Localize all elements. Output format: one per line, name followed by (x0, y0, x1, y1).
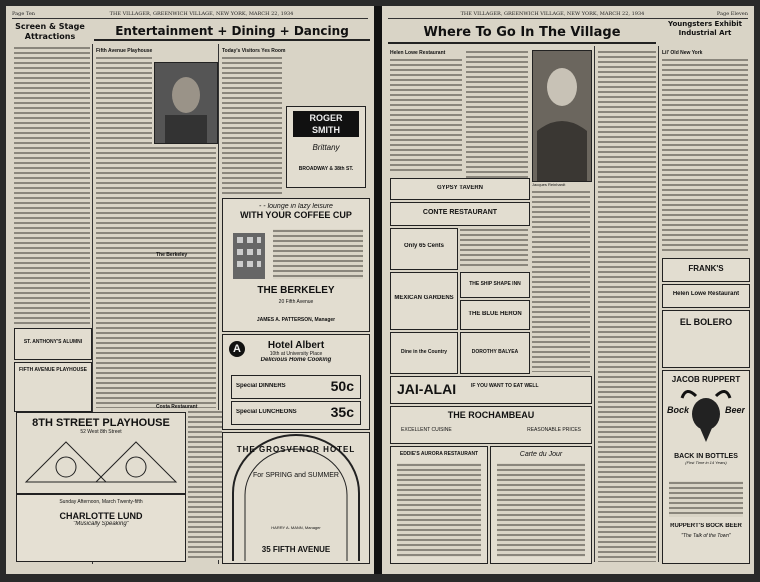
page-number: Page Ten (12, 10, 35, 17)
article-column-4 (532, 190, 590, 372)
article-column-2 (96, 146, 216, 408)
berkeley-ad-copy (273, 229, 363, 279)
building-icon (229, 229, 269, 283)
article-column-1 (390, 58, 462, 174)
ad-sunday-recital: Sunday Afternoon, March Twenty-fifth CHARLOTTE LUND "Musically Speaking" (16, 494, 186, 562)
column-heading-berkeley: The Berkeley (156, 252, 188, 258)
article-column-6 (662, 58, 748, 254)
right-page (382, 6, 754, 574)
reinhardt-photo (532, 50, 592, 182)
masthead-line: THE VILLAGER, GREENWICH VILLAGE, NEW YORK, MARCH 22, 1934 (460, 10, 645, 17)
photo-caption: Jacques Reinhardt (532, 182, 566, 187)
ad-roger-smith: ROGER SMITH Brittany BROADWAY & 38th ST. (286, 106, 366, 188)
article-column-2a (96, 56, 152, 146)
eddies-ad-copy (397, 463, 481, 557)
ad-alumni: ST. ANTHONY'S ALUMNI (14, 328, 92, 360)
carte-ad-copy (497, 463, 585, 557)
section-banner: Entertainment + Dining + Dancing (94, 23, 370, 41)
performer-photo (154, 62, 218, 144)
ad-dorothy-balyea: DOROTHY BALYEA (460, 332, 530, 374)
side-title: Screen & Stage Attractions (15, 22, 85, 41)
column-heading-lil-old-ny: Lil' Old New York (662, 50, 703, 56)
goat-icon (676, 386, 736, 444)
article-column-3 (222, 56, 282, 196)
ad-carte-du-jour: Carte du Jour (490, 446, 592, 564)
ad-jai-alai: JAI-ALAI IF YOU WANT TO EAT WELL (390, 376, 592, 404)
playhouse-listing-graphic (21, 437, 181, 487)
ruppert-ad-copy (669, 481, 743, 517)
ad-berkeley: - - lounge in lazy leisure WITH YOUR COFFEE CUP THE BERKELEY 20 Fifth Avenue JAMES A. PATTERSON, Manager (222, 198, 370, 332)
ad-conte-restaurant: CONTE RESTAURANT (390, 202, 530, 226)
right-folio (388, 9, 748, 19)
newspaper-spread (6, 6, 754, 574)
page-gutter (374, 6, 382, 574)
ad-gypsy-tavern: GYPSY TAVERN (390, 178, 530, 200)
ad-only-65-cents: Only 65 Cents (390, 228, 458, 270)
ad-rochambeau: THE ROCHAMBEAU EXCELLENT CUISINE REASONABLE PRICES (390, 406, 592, 444)
ad-mexican-gardens: MEXICAN GARDENS (390, 272, 458, 330)
ad-helen-lowe: Helen Lowe Restaurant (662, 284, 750, 308)
article-column-3 (460, 228, 528, 268)
article-column-1 (14, 46, 90, 324)
left-folio (12, 9, 368, 19)
ad-hotel-albert: A Hotel Albert 10th at University Place Delicious Home Cooking Special DINNERS 50c Special LUNCHEONS 35c (222, 334, 370, 430)
ad-blue-heron: THE BLUE HERON (460, 300, 530, 330)
ad-ruppert-bock-beer: JACOB RUPPERT Bock Beer BACK IN BOTTLES (First Time in 14 Years) RUPPERT'S BOCK BEER "The Talk of the Town" (662, 370, 750, 564)
masthead-line: THE VILLAGER, GREENWICH VILLAGE, NEW YORK, MARCH 22, 1934 (109, 10, 294, 17)
ad-fifth-avenue-playhouse: FIFTH AVENUE PLAYHOUSE (14, 362, 92, 412)
ad-el-bolero: EL BOLERO (662, 310, 750, 368)
ad-8th-street-playhouse: 8TH STREET PLAYHOUSE 52 West 8th Street (16, 412, 186, 494)
ad-dine-in-country: Dine in the Country (390, 332, 458, 374)
column-heading-playhouse: Fifth Avenue Playhouse (96, 48, 153, 54)
ad-eddies-aurora: EDDIE'S AURORA RESTAURANT (390, 446, 488, 564)
column-heading-visitors: Today's Visitors Yes Room (222, 48, 286, 54)
left-page (6, 6, 374, 574)
side-title: Youngsters Exhibit Industrial Art (668, 20, 742, 37)
article-column-2 (466, 50, 528, 186)
ad-franks: FRANK'S (662, 258, 750, 282)
article-column-5 (598, 50, 656, 562)
section-banner: Where To Go In The Village (388, 24, 656, 44)
ad-ship-shape-inn: THE SHIP SHAPE INN (460, 272, 530, 298)
portrait-image (155, 63, 217, 143)
column-heading-costa: Costa Restaurant (156, 404, 198, 410)
ad-grosvenor-hotel: THE GROSVENOR HOTEL For SPRING and SUMMER HARRY A. MANN, Manager 35 FIFTH AVENUE (222, 432, 370, 564)
albert-logo-icon: A (229, 341, 245, 357)
portrait-image (533, 51, 591, 181)
page-number: Page Eleven (716, 10, 748, 17)
column-heading-helen-lowe: Helen Lowe Restaurant (390, 50, 446, 56)
article-column-4 (188, 410, 222, 560)
